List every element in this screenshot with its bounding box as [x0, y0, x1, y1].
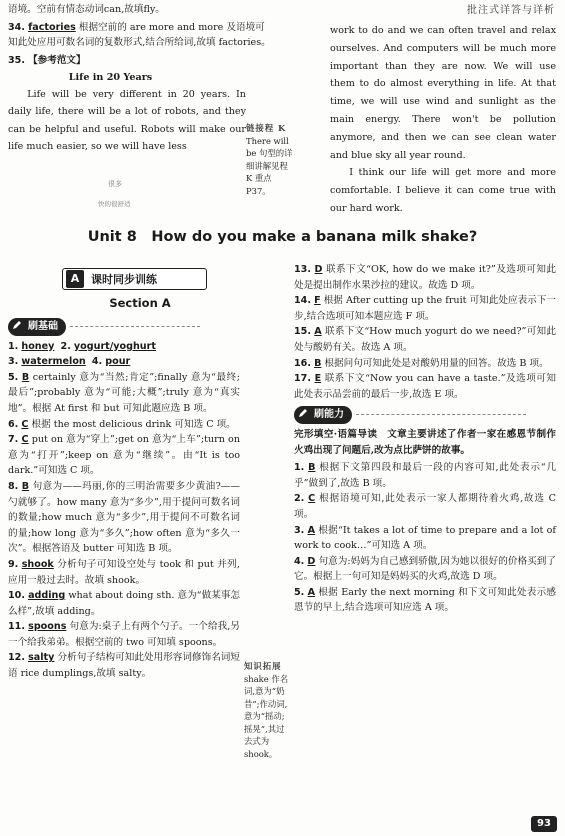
answer-explanation: 根据语境可知,此处表示一家人都期待着火鸡,故选 C 项。: [294, 493, 556, 520]
banner-letter-icon: A: [66, 270, 84, 288]
answer-letter: B: [308, 462, 316, 474]
essay-paragraph-1: Life will be very different in 20 years. In daily life, there will be a lot of robots, and they can be helpful and useful. Robots will make our life much easier, so we will have less: [8, 88, 246, 153]
handwritten-note-1: 很多: [108, 180, 122, 188]
answer-explanation: 联系下文“OK, how do we make it?”及选项可知此处是提出制作水果沙拉的建议。故选 D 项。: [294, 264, 556, 291]
cloze-answer-2: [294, 491, 556, 522]
answer-letter: A: [314, 326, 322, 338]
dotted-rule: [70, 326, 200, 327]
question-number: 10.: [8, 590, 25, 602]
answer-explanation: 根据 Early the next morning 和下文可知此处表示感恩节的早上,结合选项可知应选 A 项。: [294, 586, 556, 614]
side-note-extension: [244, 660, 292, 760]
top-left-column: [8, 2, 271, 156]
question-number: 8.: [8, 480, 19, 492]
answer-13: [294, 262, 556, 293]
answer-letter: C: [308, 493, 316, 505]
tag-ability-label: 刷能力: [314, 409, 344, 421]
answer-explanation: put on 意为“穿上”;get on 意为“上车”;turn on 意为“打开”;keep on 意为“继续”。由“It is too dark.”可知选 C 项。: [8, 434, 240, 477]
question-number: 14.: [294, 295, 311, 307]
answer-letter: B: [21, 480, 30, 492]
question-number: 2.: [60, 340, 71, 352]
right-answers-column: [294, 238, 556, 616]
answer-letter: C: [21, 434, 29, 446]
answer-letter: D: [307, 555, 316, 567]
question-number: 15.: [294, 326, 311, 338]
answer-letter: F: [314, 295, 321, 307]
answer-explanation: 根据问句可知此处是对酸奶用量的回答。故选 B 项。: [324, 357, 549, 369]
question-number: 35.: [8, 54, 25, 66]
side-note-body: There will be 句型的详细讲解见程 K 重点 P37。: [246, 135, 293, 196]
answer-explanation: 根据 After cutting up the fruit 可知此处应表示下一步,结合选项可知本题应选 F 项。: [294, 295, 556, 322]
answer-34: [8, 20, 271, 51]
answer-explanation: 根据 the most delicious drink 可知选 C 项。: [31, 418, 236, 430]
question-number: 3.: [294, 524, 305, 536]
answer-16: [294, 356, 556, 372]
tag-basic: [8, 318, 66, 336]
answer-explanation: 根据“It takes a lot of time to prepare and a lot of work to cook…”可知选 A 项。: [294, 524, 556, 552]
question-number: 3.: [8, 356, 19, 368]
question-number: 17.: [294, 373, 311, 385]
answer-explanation: 分析句子可知设空处与 took 和 put 并列,应用一般过去时。故填 shook。: [8, 558, 240, 586]
answer-10: [8, 588, 240, 619]
cloze-answer-4: [294, 554, 556, 585]
answer-17: [294, 371, 556, 402]
pencil-icon: [298, 408, 308, 418]
answer-word: watermelon: [21, 356, 86, 368]
answer-explanation: 根据空前的 are more and more 及语境可知此处应用可数名词的复数形式,结合所给词,故填 factories。: [8, 21, 271, 49]
section-title: Section A: [109, 296, 171, 310]
answer-15: [294, 324, 556, 355]
side-note-heading: 知识拓展: [244, 661, 282, 671]
answer-letter: A: [307, 586, 316, 598]
answer-12: [8, 650, 240, 681]
question-number: 9.: [8, 558, 19, 570]
question-number: 34.: [8, 21, 25, 33]
answer-letter: B: [314, 357, 322, 369]
essay-title: Life in 20 Years: [68, 72, 153, 84]
answer-word: salty: [28, 652, 55, 664]
question-number: 1.: [8, 340, 19, 352]
answer-35: [8, 53, 271, 69]
side-note-body: shake 作名词,意为“奶昔”;作动词,意为“摇动;摇晃”,其过去式为 shook。: [244, 673, 289, 759]
essay-paragraph-3: I think our life will get more and more comfortable. I believe it can come true with our hard work.: [330, 167, 556, 214]
cloze-answer-5: [294, 585, 556, 616]
tag-basic-row: [8, 318, 240, 336]
answer-letter: D: [314, 264, 323, 275]
answer-explanation: 联系下文“How much yogurt do we need?”可知此处与酸奶有关。故选 A 项。: [294, 326, 556, 353]
answer-explanation: 句意为:妈妈为自己感到骄傲,因为她以很好的价格买到了它。根据上一句可知是妈妈买的火鸡,故选 D 项。: [294, 555, 556, 583]
answer-explanation: 联系下文“Now you can have a taste.”及选项可知此处表示品尝前的最后一步,故选 E 项。: [294, 373, 556, 400]
answer-33-tail: 语境。空前有情态动词can,故填fly。: [8, 4, 165, 15]
answer-explanation: 句意为:桌子上有两个勺子。一个给我,另一个给我弟弟。根据空前的 two 可知填 spoons。: [8, 621, 240, 648]
tag-ability: [294, 406, 352, 424]
answer-letter: A: [307, 524, 316, 536]
dotted-rule: [356, 414, 526, 415]
cloze-intro: 完形填空·语篇导读 文章主要讲述了作者一家在感恩节制作火鸡出现了问题后,改为点比萨饼的故事。: [294, 428, 556, 456]
answer-11: [8, 619, 240, 650]
answer-explanation: 根据下文第四段和最后一段的内容可知,此处表示“几乎”做到了,故选 B 项。: [294, 462, 556, 489]
question-number: 11.: [8, 621, 25, 633]
side-note-heading: 链接程 K: [246, 123, 287, 133]
side-note-link: [246, 122, 294, 197]
answer-explanation: certainly 意为“当然;肯定”;finally 意为“最终;最后”;probably 意为“可能;大概”;truly 意为“真实地”。根据 At first 和 but 可知此题应选 B 项。: [8, 371, 240, 414]
answer-explanation: what about doing sth. 意为“做某事怎么样”,故填 adding。: [8, 590, 240, 617]
answer-word: yogurt/yoghurt: [73, 340, 156, 352]
handwritten-note-2: 快的很舒适: [98, 200, 131, 208]
tag-basic-label: 刷基础: [28, 321, 58, 332]
question-number: 6.: [8, 418, 19, 430]
answer-word: adding: [28, 590, 66, 602]
answer-letter: E: [314, 373, 322, 385]
question-number: 2.: [294, 493, 305, 505]
sample-essay-label: 【参考范文】: [28, 54, 86, 66]
answer-word: spoons: [28, 621, 67, 633]
answer-row-3-4: [8, 354, 240, 370]
question-number: 4.: [91, 356, 103, 368]
answer-word: factories: [28, 21, 76, 33]
running-header: 批注式详答与详析: [467, 5, 555, 16]
answer-5: [8, 370, 240, 417]
question-number: 13.: [294, 264, 311, 275]
answer-9: [8, 557, 240, 588]
essay-paragraph-2: work to do and we can often travel and relax ourselves. And computers will be much more important than they are now. We will use them to do almost everything in life. At that time, we will use wind and sunlight as the main energy. There won't be pollution anymore, and then we can see clean water and blue sky all year round.: [330, 25, 556, 161]
cloze-answer-3: [294, 523, 556, 554]
answer-6: [8, 417, 240, 433]
pencil-icon: [12, 320, 22, 330]
question-number: 5.: [8, 371, 19, 383]
question-number: 7.: [8, 434, 19, 446]
answer-row-1-2: [8, 339, 240, 355]
top-right-column: [330, 22, 556, 218]
banner-label: 课时同步训练: [91, 273, 157, 286]
tag-ability-row: [294, 406, 556, 424]
question-number: 4.: [294, 555, 305, 567]
answer-word: pour: [105, 356, 131, 368]
answer-14: [294, 293, 556, 324]
answer-letter: B: [21, 371, 30, 383]
page-number: 93: [531, 816, 557, 832]
answer-letter: C: [21, 418, 29, 430]
answer-explanation: 句意为——玛丽,你的三明治需要多少黄油?——勺就够了。how many 意为“多少”,用于提问可数名词的数量;how much 意为“多少”,用于提问不可数名词的量;how long 意为“多久”;how often 意为“多久一次”。根据答语及 butter 可知选 B 项。: [8, 480, 240, 555]
cloze-answer-1: [294, 460, 556, 491]
question-number: 12.: [8, 652, 25, 664]
left-answers-column: [8, 318, 240, 682]
answer-7: [8, 432, 240, 479]
answer-word: honey: [21, 340, 55, 352]
question-number: 1.: [294, 462, 305, 474]
answer-word: shook: [21, 558, 54, 570]
question-number: 5.: [294, 586, 305, 598]
answer-8: [8, 479, 240, 557]
question-number: 16.: [294, 357, 311, 369]
answer-explanation: 分析句子结构可知此处用形容词修饰名词短语 rice dumplings,故填 salty。: [8, 652, 241, 680]
unit-title: Unit 8 How do you make a banana milk shake?: [87, 229, 478, 245]
